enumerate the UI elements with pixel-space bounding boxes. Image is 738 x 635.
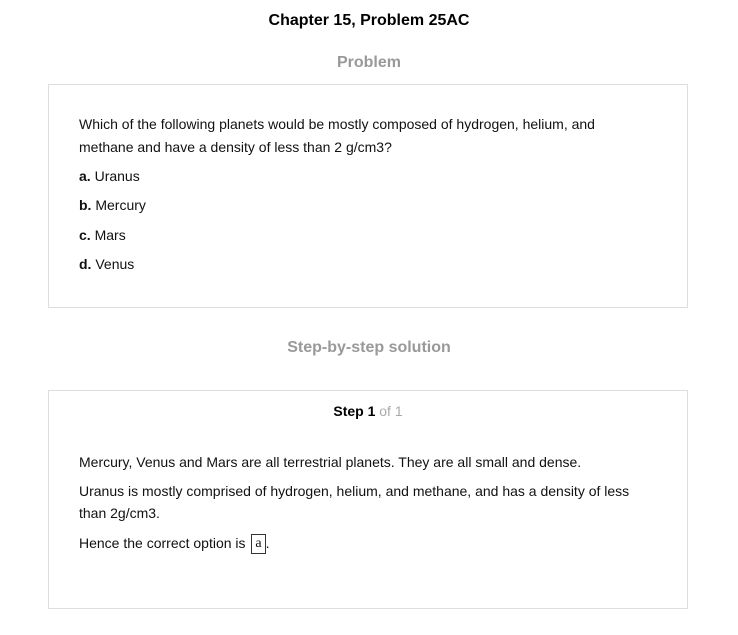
option-a [79,167,140,185]
option-d [79,255,134,273]
conclusion-prefix: Hence the correct option is [79,535,246,551]
option-letter: a. [79,168,91,184]
option-letter: c. [79,227,91,243]
solution-heading: Step-by-step solution [287,339,451,356]
option-text: Uranus [94,168,140,184]
solution-paragraph: Mercury, Venus and Mars are all terrestrial planets. They are all small and dense. [79,454,582,470]
option-c [79,226,126,244]
solution-paragraph: Uranus is mostly comprised of hydrogen, helium, and methane, and has a density of less than 2g/cm3. [79,483,630,521]
step-header [49,403,687,419]
problem-card [48,84,688,308]
option-text: Mercury [95,197,146,213]
solution-card [48,390,688,609]
option-letter: d. [79,256,92,272]
option-text: Mars [94,227,126,243]
step-count: of 1 [379,403,403,419]
question-text: Which of the following planets would be mostly composed of hydrogen, helium, and methane and have a density of less than 2 g/cm3? [79,116,595,155]
conclusion-suffix: . [265,535,270,551]
solution-conclusion [79,532,659,554]
option-text: Venus [95,256,135,272]
answer-box: a [251,534,265,554]
option-letter: b. [79,197,92,213]
problem-heading: Problem [336,54,401,71]
chapter-title: Chapter 15, Problem 25AC [268,12,470,29]
step-label: Step 1 [333,403,376,419]
option-b [79,196,146,214]
